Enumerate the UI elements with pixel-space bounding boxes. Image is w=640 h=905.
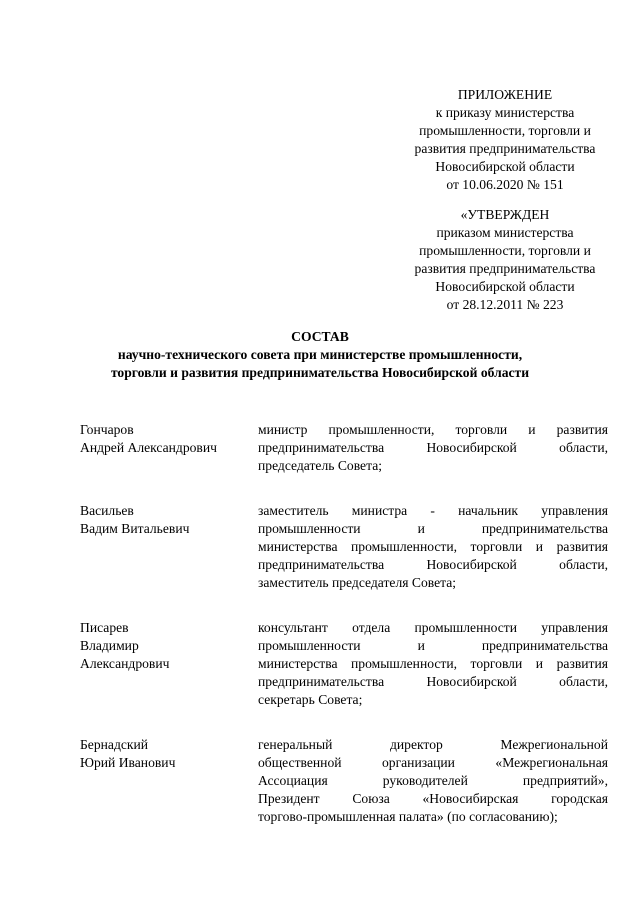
role-line: председатель Совета;	[258, 458, 383, 473]
role-line: Президент Союза «Новосибирская городская	[258, 791, 608, 806]
member-role	[258, 502, 608, 592]
member-surname: Гончаров	[80, 422, 134, 437]
role-line: предпринимательства Новосибирской области,	[258, 440, 608, 455]
role-line: торгово-промышленная палата» (по согласованию);	[258, 809, 558, 824]
appendix-heading: ПРИЛОЖЕНИЕ	[457, 87, 553, 102]
member-role	[258, 421, 608, 475]
member-name	[80, 736, 250, 772]
appendix-line: развития предпринимательства	[414, 141, 596, 156]
role-line: Ассоциация руководителей предприятий»,	[258, 773, 608, 788]
role-line: промышленности и предпринимательства	[258, 521, 608, 536]
role-line: общественной организации «Межрегиональная	[258, 755, 608, 770]
member-surname: Васильев	[80, 503, 134, 518]
member-name	[80, 421, 250, 457]
approved-line: развития предпринимательства	[414, 261, 596, 276]
member-role	[258, 619, 608, 709]
title-line: торговли и развития предпринимательства Новосибирской области	[110, 365, 530, 380]
member-given-names: Вадим Витальевич	[80, 521, 190, 536]
approved-line: приказом министерства	[436, 225, 574, 240]
role-line: генеральный директор Межрегиональной	[258, 737, 608, 752]
role-line: министерства промышленности, торговли и развития	[258, 539, 608, 554]
appendix-line: к приказу министерства	[435, 105, 575, 120]
member-name	[80, 619, 250, 673]
title-heading: СОСТАВ	[291, 329, 349, 344]
member-given-names: Юрий Иванович	[80, 755, 176, 770]
role-line: консультант отдела промышленности управления	[258, 620, 608, 635]
member-name	[80, 502, 250, 538]
document-title	[60, 328, 580, 382]
role-line: предпринимательства Новосибирской области,	[258, 557, 608, 572]
title-line: научно-технического совета при министерстве промышленности,	[117, 347, 523, 362]
role-line: заместитель председателя Совета;	[258, 575, 457, 590]
approved-line: Новосибирской области	[435, 279, 575, 294]
approved-heading: «УТВЕРЖДЕН	[460, 207, 550, 222]
member-surname: Писарев	[80, 620, 129, 635]
member-given-names: Андрей Александрович	[80, 440, 217, 455]
member-surname: Бернадский	[80, 737, 149, 752]
role-line: заместитель министра - начальник управления	[258, 503, 608, 518]
role-line: промышленности и предпринимательства	[258, 638, 608, 653]
member-role	[258, 736, 608, 826]
member-patronymic: Александрович	[80, 656, 170, 671]
role-line: министр промышленности, торговли и развития	[258, 422, 608, 437]
role-line: секретарь Совета;	[258, 692, 363, 707]
role-line: министерства промышленности, торговли и развития	[258, 656, 608, 671]
approved-block	[398, 206, 612, 314]
appendix-line: промышленности, торговли и	[419, 123, 591, 138]
approved-order-date: от 28.12.2011 № 223	[446, 297, 564, 312]
appendix-order-date: от 10.06.2020 № 151	[446, 177, 564, 192]
appendix-line: Новосибирской области	[435, 159, 575, 174]
approved-line: промышленности, торговли и	[419, 243, 591, 258]
member-given-names: Владимир	[80, 638, 139, 653]
role-line: предпринимательства Новосибирской области,	[258, 674, 608, 689]
appendix-block	[400, 86, 610, 194]
